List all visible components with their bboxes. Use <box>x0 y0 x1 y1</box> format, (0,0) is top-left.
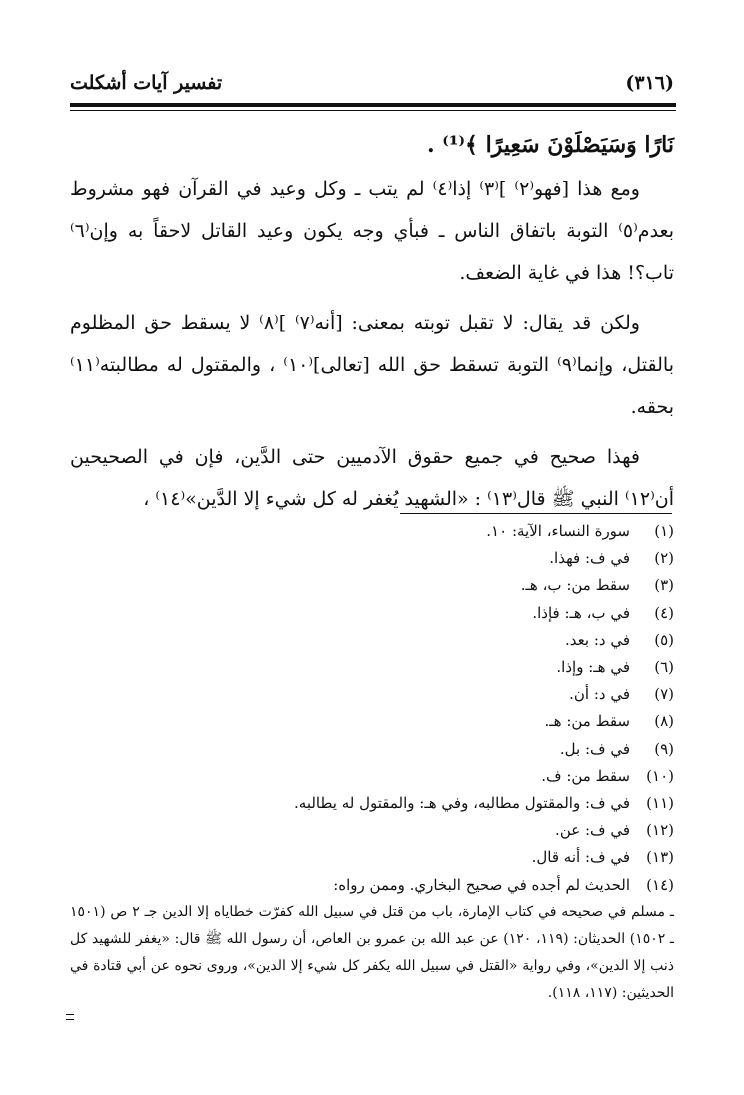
footnote-number: (٥) <box>654 630 674 649</box>
footnote <box>70 627 674 654</box>
page-number: (٣١٦) <box>625 72 674 94</box>
footnote-text: سقط من: ف. <box>541 766 630 785</box>
footnote <box>70 708 674 735</box>
footnote-number: (١٠) <box>646 766 674 785</box>
footnote <box>70 600 674 627</box>
footnote <box>70 736 674 763</box>
footnote <box>70 844 674 871</box>
footnote-number: (١٤) <box>646 875 674 894</box>
footnote-text: في ف: بل. <box>559 739 630 758</box>
footnote-number: (١٣) <box>646 848 674 867</box>
margin-mark <box>66 1014 74 1020</box>
paragraph-3: فهذا صحيح في جميع حقوق الآدميين حتى الدَّين، فإن في الصحيحين أن⁽١٢⁾ النبي ﷺ قال⁽١٣⁾ : «الشهيد يُغفر له كل شيء إلا الدَّين»⁽١٤⁾ ، <box>70 446 674 510</box>
quran-verse: نَارًا وَسَيَصْلَوْنَ سَعِيرًا ﴾⁽¹⁾ . <box>426 132 674 158</box>
footnote-number: (٦) <box>654 658 674 677</box>
footnote-number: (٢) <box>654 549 674 568</box>
footnote-number: (١) <box>654 522 674 540</box>
footnote-text: في د: بعد. <box>565 630 630 649</box>
footnote <box>70 654 674 681</box>
footnote <box>70 681 674 708</box>
book-title: تفسير آيات أشكلت <box>70 72 223 94</box>
footnote <box>70 518 674 545</box>
footnote <box>70 872 674 899</box>
footnote <box>70 763 674 790</box>
footnote-text: الحديث لم أجده في صحيح البخاري. وممن رواه: <box>333 875 630 894</box>
footnote-number: (٣) <box>654 576 674 595</box>
footnote-text: في ف: والمقتول مطالبه، وفي هـ: والمقتول له يطالبه. <box>294 794 630 813</box>
running-header <box>70 72 674 94</box>
footnote-number: (١٢) <box>646 821 674 840</box>
paragraph-2: ولكن قد يقال: لا تقبل توبته بمعنى: [أنه⁽٧⁾ ]⁽٨⁾ لا يسقط حق المظلوم بالقتل، وإنما⁽٩⁾ التوبة تسقط حق الله [تعالى]⁽١٠⁾ ، والمقتول له مطالبته⁽١١⁾ بحقه. <box>70 312 674 418</box>
footnote-continuation: ـ مسلم في صحيحه في كتاب الإمارة، باب من قتل في سبيل الله كفرّت خطاياه إلا الدين جـ ٢ ص (١٥٠١ ـ ١٥٠٢) الحديثان: (١١٩، ١٢٠) عن عبد الله بن عمرو بن العاص، أن رسول الله ﷺ قال: «يغفر للشهيد كل ذنب إلا الدين»، وفي رواية «القتل في سبيل الله يكفر كل شيء إلا الدين»، وروى نحوه عن أبي قتادة في الحديثين: (١١٧، ١١٨). <box>70 903 675 1001</box>
footnote-text: سقط من: هـ. <box>544 712 630 731</box>
footnote-number: (١١) <box>646 794 674 813</box>
footnote-number: (٧) <box>654 685 674 704</box>
footnote-number: (٨) <box>654 712 674 731</box>
footnote <box>70 817 674 844</box>
footnote-text: سورة النساء، الآية: ١٠. <box>486 522 630 540</box>
footnote-number: (٤) <box>654 603 674 622</box>
footnote <box>70 545 674 572</box>
header-rule-thick <box>70 103 676 107</box>
footnote <box>70 572 674 599</box>
footnote-text: في ف: فهذا. <box>549 549 630 568</box>
footnote-number: (٩) <box>654 739 674 758</box>
footnote-separator <box>400 513 672 514</box>
footnote-text: في هـ: وإذا. <box>556 658 630 677</box>
footnote <box>70 790 674 817</box>
footnote-text: في د: أن. <box>569 685 630 704</box>
footnote-text: في ب، هـ: فإذا. <box>532 603 630 622</box>
main-text <box>70 124 674 520</box>
header-rule-thin <box>70 110 676 111</box>
paragraph-1: ومع هذا [فهو⁽٢⁾ ]⁽٣⁾ إذا⁽٤⁾ لم يتب ـ وكل وعيد في القرآن فهو مشروط بعدم⁽٥⁾ التوبة باتفاق الناس ـ فبأي وجه يكون وعيد القاتل لاحقاً به وإن⁽٦⁾ تاب؟! هذا في غاية الضعف. <box>70 178 674 284</box>
footnote-text: في ف: أنه قال. <box>531 848 630 867</box>
footnotes <box>70 518 674 1007</box>
footnote-text: سقط من: ب، هـ. <box>520 576 630 595</box>
footnote-text: في ف: عن. <box>555 821 630 840</box>
